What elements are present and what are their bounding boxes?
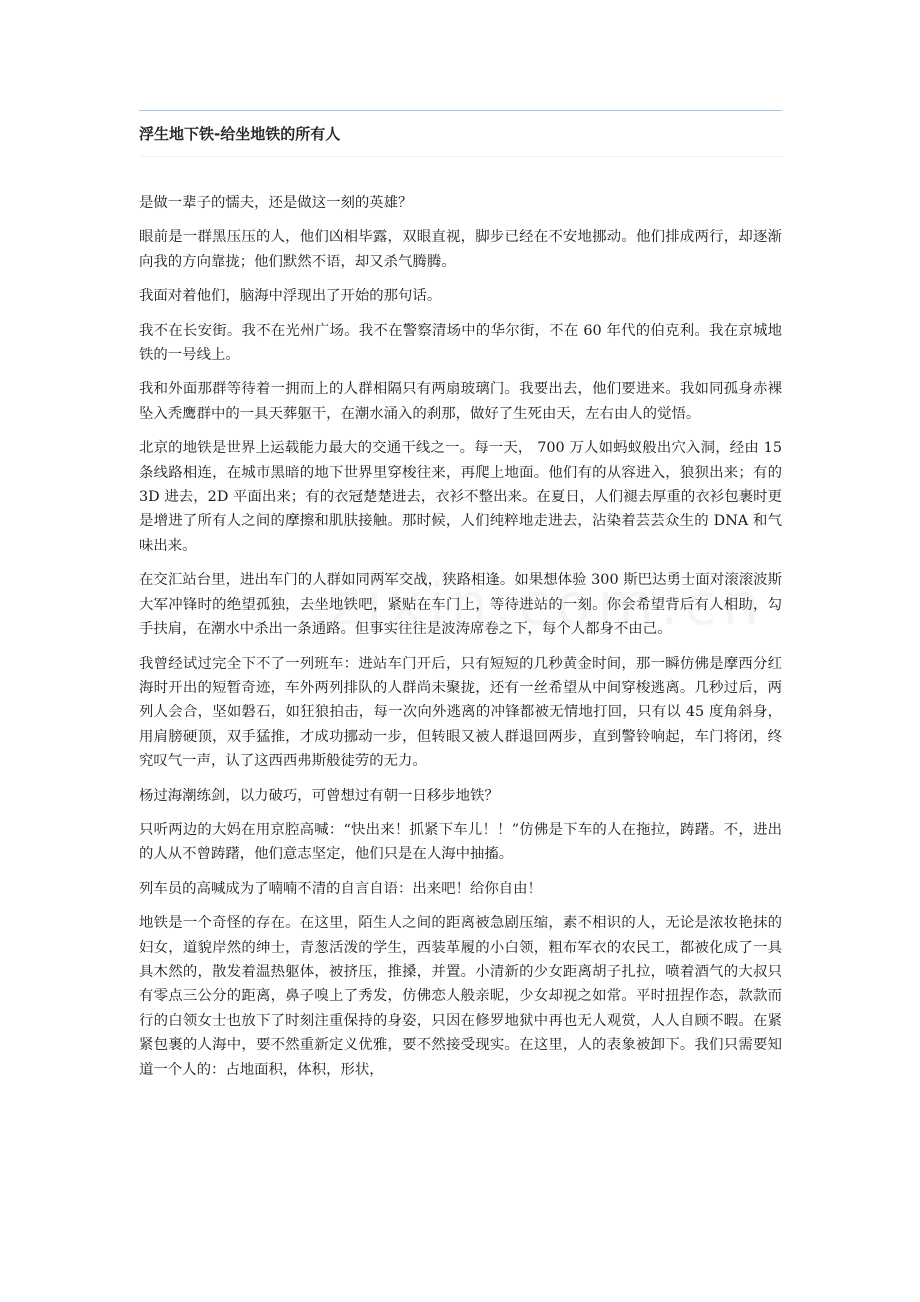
paragraph: 眼前是一群黑压压的人，他们凶相毕露，双眼直视，脚步已经在不安地挪动。他们排成两行，却逐渐向我的方向靠拢；他们默然不语，却又杀气腾腾。 <box>139 229 782 270</box>
paragraph: 我不在长安街。我不在光州广场。我不在警察清场中的华尔街，不在 60 年代的伯克利。我在京城地铁的一号线上。 <box>139 322 782 364</box>
article-body <box>139 191 782 1082</box>
paragraph: 是做一辈子的懦夫，还是做这一刻的英雄？ <box>139 195 413 211</box>
paragraph: 我和外面那群等待着一拥而上的人群相隔只有两扇玻璃门。我要出去，他们要进来。我如同孤身赤裸坠入秃鹰群中的一具天葬躯干，在潮水涌入的刹那，做好了生死由天，左右由人的觉悟。 <box>139 381 782 422</box>
paragraph: 杨过海潮练剑，以力破巧，可曾想过有朝一日移步地铁？ <box>139 787 499 804</box>
article-page <box>139 0 782 1092</box>
paragraph: 我曾经试过完全下不了一列班车：进站车门开后，只有短短的几秒黄金时间，那一瞬仿佛是摩西分红海时开出的短暂奇迹，车外两列排队的人群尚未聚拢，还有一丝希望从中间穿梭逃离。几秒过后，两列人会合，坚如磐石，如狂狼拍击，每一次向外逃离的冲锋都被无情地打回，只有以 45 度角斜身，用肩膀硬顶，双手猛推，才成功挪动一步，但转眼又被人群退回两步，直到警铃响起，车门将闭，终究叹气一声，认了这西西弗斯般徒劳的无力。 <box>139 655 782 770</box>
paragraph: 北京的地铁是世界上运载能力最大的交通干线之一。每一天， 700 万人如蚂蚁般出穴入洞，经由 15 条线路相连，在城市黑暗的地下世界里穿梭往来，再爬上地面。他们有的从容进入，狼狈出来；有的 3D 进去，2D 平面出来；有的衣冠楚楚进去，衣衫不整出来。在夏日，人们褪去厚重的衣衫包裹时更是增进了所有人之间的摩擦和肌肤接触。那时候，人们纯粹地走进去，沾染着芸芸众生的 DNA 和气味出来。 <box>139 440 782 554</box>
article-title: 浮生地下铁-给坐地铁的所有人 <box>139 125 341 143</box>
paragraph: 只听两边的大妈在用京腔高喊：“快出来！抓紧下车儿！！”仿佛是下车的人在拖拉，踌躇。不，进出的人从不曾踌躇，他们意志坚定，他们只是在人海中抽搐。 <box>139 821 782 863</box>
paragraph: 地铁是一个奇怪的存在。在这里，陌生人之间的距离被急剧压缩，素不相识的人，无论是浓妆艳抹的妇女，道貌岸然的绅士，青葱活泼的学生，西装革履的小白领，粗布军衣的农民工，都被化成了一具具木然的，散发着温热躯体，被挤压，推搡，并置。小清新的少女距离胡子扎拉，喷着酒气的大叔只有零点三公分的距离，鼻子嗅上了秀发，仿佛恋人般亲昵，少女却视之如常。平时扭捏作态，款款而行的白领女士也放下了时刻注重保持的身姿，只因在修罗地狱中再也无人观赏，人人自顾不暇。在紧紧包裹的人海中，要不然重新定义优雅，要不然接受现实。在这里，人的表象被卸下。我们只需要知道一个人的：占地面积，体积，形状， <box>139 915 782 1078</box>
paragraph: 列车员的高喊成为了喃喃不清的自言自语：出来吧！给你自由！ <box>139 880 542 897</box>
title-divider <box>139 156 782 157</box>
paragraph: 在交汇站台里，进出车门的人群如同两军交战，狭路相逢。如果想体验 300 斯巴达勇士面对滚滚波斯大军冲锋时的绝望孤独，去坐地铁吧，紧贴在车门上，等待进站的一刻。你会希望背后有人相助，勾手扶肩，在潮水中杀出一条通路。但事实往往是波涛席卷之下，每个人都身不由己。 <box>139 572 782 638</box>
top-divider <box>139 110 782 111</box>
paragraph: 我面对着他们，脑海中浮现出了开始的那句话。 <box>139 288 442 305</box>
